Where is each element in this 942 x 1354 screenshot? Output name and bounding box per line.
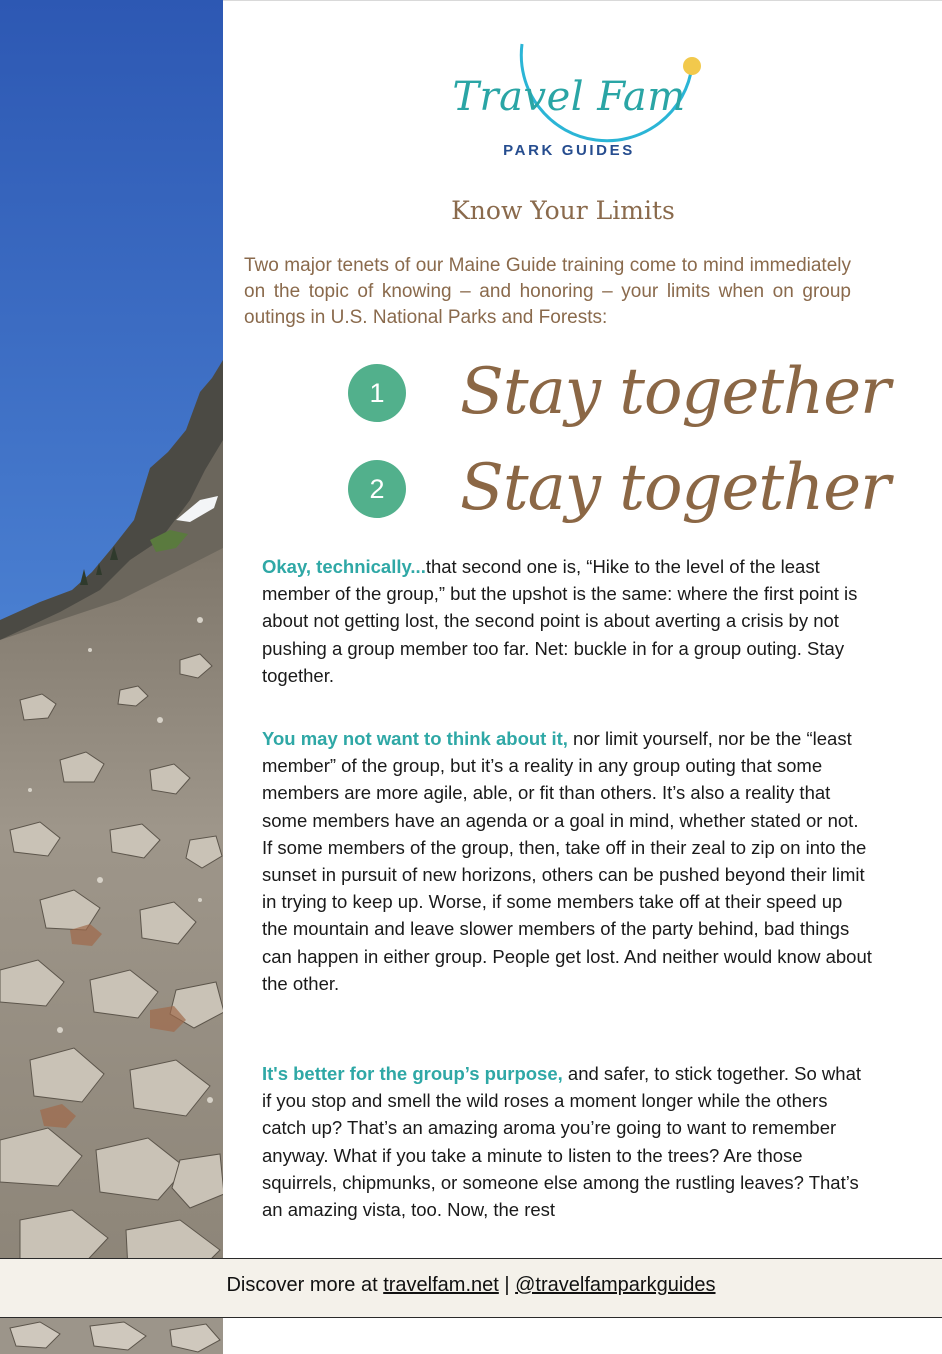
footer-bar — [0, 1258, 942, 1318]
brand-logo — [430, 36, 720, 186]
photo-strip-bottom — [0, 1318, 223, 1354]
social-link[interactable]: @travelfamparkguides — [515, 1274, 716, 1296]
paragraph-lead: Okay, technically... — [262, 556, 426, 577]
rule-item — [346, 448, 890, 528]
body-paragraph — [262, 553, 872, 689]
rule-item — [346, 352, 890, 432]
mountain-photo — [0, 0, 223, 1354]
paragraph-lead: It's better for the group’s purpose, — [262, 1063, 563, 1084]
paragraph-body: nor limit yourself, nor be the “least member” of the group, but it’s a reality in any group outing that some members are more agile, able, or fit than others. It’s also a reality that some members have an agenda or a goal in mind, whether stated or not. If some members of the group, then, take off in their zeal to zip on into the sunset in pursuit of new horizons, others can be pushed beyond their limit in trying to keep up. Worse, if some members take off at their speed up the mountain and leave slower members of the party behind, bad things can happen in either group. People get lost. And neither would know about the other. — [262, 728, 872, 994]
footer-prefix: Discover more at — [226, 1274, 384, 1296]
rule-script-text: Stay together — [460, 355, 890, 429]
body-paragraph — [262, 1060, 872, 1223]
page-title: Know Your Limits — [451, 196, 675, 225]
sun-icon — [683, 57, 701, 75]
number-badge: 1 — [348, 364, 406, 422]
rule-script-text: Stay together — [460, 451, 890, 525]
number-badge: 2 — [348, 460, 406, 518]
top-divider — [223, 0, 942, 1]
site-link[interactable]: travelfam.net — [383, 1274, 499, 1296]
body-paragraph — [262, 725, 872, 997]
footer-separator: | — [498, 1274, 516, 1296]
footer-text — [0, 1274, 942, 1297]
paragraph-lead: You may not want to think about it, — [262, 728, 568, 749]
paragraph-body: that second one is, “Hike to the level of the least member of the group,” but the upshot is the same: where the first point is about not getting lost, the second point is about averting a crisis by not pushing a group member too far. Net: buckle in for a group outing. Stay together. — [262, 556, 858, 686]
intro-paragraph: Two major tenets of our Maine Guide training come to mind immediately on the topic of knowing – and honoring – your limits when on group outings in U.S. National Parks and Forests: — [244, 255, 851, 328]
logo-tagline: PARK GUIDES — [503, 142, 635, 159]
logo-wordmark: Travel Fam — [452, 74, 686, 120]
paragraph-body: and safer, to stick together. So what if you stop and smell the wild roses a moment longer while the others catch up? That’s an amazing aroma you’re going to want to remember anyway. What if you take a minute to listen to the trees? Are those squirrels, chipmunks, or someone else among the rustling leaves? That’s an amazing vista, too. Now, the rest — [262, 1063, 861, 1221]
